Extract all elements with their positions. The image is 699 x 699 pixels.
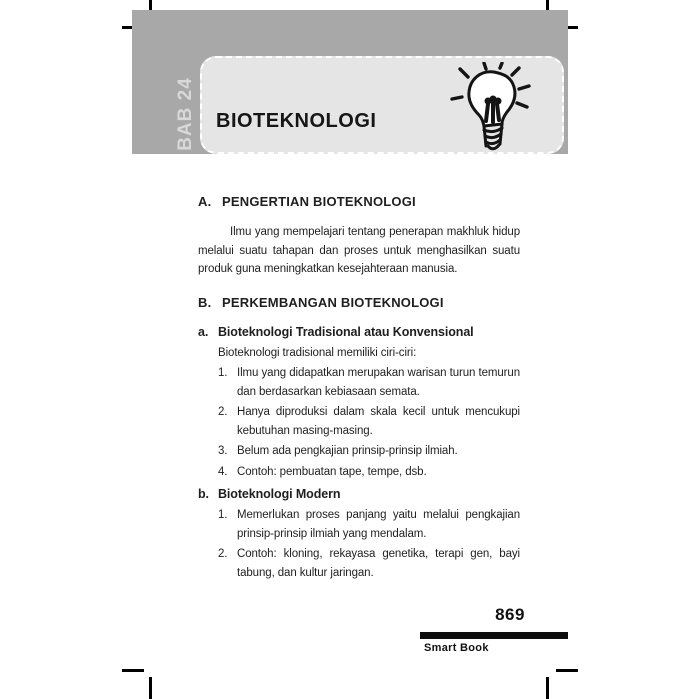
list-item <box>218 463 520 482</box>
item-text: Ilmu yang didapatkan merupakan warisan turun temurun dan berdasarkan kebiasaan semata. <box>237 367 520 398</box>
subsection-marker: b. <box>198 487 209 501</box>
item-text: Contoh: kloning, rekayasa genetika, terapi gen, bayi tabung, dan kultur jaringan. <box>237 548 520 579</box>
item-number: 1. <box>218 367 228 379</box>
item-text: Belum ada pengkajian prinsip-prinsip ilmiah. <box>237 445 458 457</box>
crop-mark-bottom-left-vertical <box>149 677 152 699</box>
footer-bar <box>420 632 568 639</box>
subsection-heading <box>198 486 520 503</box>
item-number: 3. <box>218 445 228 457</box>
content-area <box>198 194 520 584</box>
lightbulb-icon <box>450 62 534 158</box>
subsection-heading-text: Bioteknologi Modern <box>218 487 341 501</box>
subsection-marker: a. <box>198 324 209 339</box>
section-pengertian <box>198 194 520 279</box>
list-item <box>218 442 520 461</box>
subsection-modern <box>198 486 520 582</box>
item-number: 2. <box>218 548 228 560</box>
book-name: Smart Book <box>424 642 489 654</box>
subsection-body <box>218 344 520 482</box>
item-text: Hanya diproduksi dalam skala kecil untuk mencukupi kebutuhan masing-masing. <box>237 406 520 437</box>
item-number: 1. <box>218 509 228 521</box>
page-number: 869 <box>495 605 525 624</box>
chapter-banner <box>132 10 568 154</box>
section-heading-text: PERKEMBANGAN BIOTEKNOLOGI <box>222 294 444 310</box>
subsection-tradisional <box>198 324 520 482</box>
item-number: 4. <box>218 465 228 478</box>
list-item <box>218 545 520 582</box>
item-number: 2. <box>218 406 228 418</box>
subsection-intro: Bioteknologi tradisional memiliki ciri-ciri: <box>218 346 417 359</box>
chapter-label: BAB 24 <box>175 77 196 151</box>
list-item <box>218 364 520 401</box>
definition-paragraph: Ilmu yang mempelajari tentang penerapan makhluk hidup melalui suatu tahapan dan proses untuk menghasilkan suatu produk guna meningkatkan kesejahteraan manusia. <box>198 226 520 275</box>
section-heading <box>198 194 520 210</box>
section-heading <box>198 295 520 311</box>
item-text: Memerlukan proses panjang yaitu melalui pengkajian prinsip-prinsip ilmiah yang mendalam. <box>237 509 520 540</box>
numbered-list <box>218 506 520 582</box>
section-perkembangan <box>198 295 520 583</box>
list-item <box>218 506 520 543</box>
numbered-list <box>218 364 520 481</box>
subsection-heading-text: Bioteknologi Tradisional atau Konvensional <box>218 324 474 339</box>
section-marker: B. <box>198 294 212 310</box>
chapter-title-panel <box>200 56 564 154</box>
item-text: Contoh: pembuatan tape, tempe, dsb. <box>237 465 427 478</box>
section-heading-text: PENGERTIAN BIOTEKNOLOGI <box>222 194 416 209</box>
crop-mark-bottom-left-horizontal <box>122 669 144 672</box>
section-marker: A. <box>198 194 212 209</box>
crop-mark-bottom-right-vertical <box>546 677 549 699</box>
subsection-heading <box>198 324 520 341</box>
subsection-body <box>218 506 520 582</box>
list-item <box>218 403 520 440</box>
chapter-title: BIOTEKNOLOGI <box>216 110 377 132</box>
crop-mark-bottom-right-horizontal <box>556 669 578 672</box>
